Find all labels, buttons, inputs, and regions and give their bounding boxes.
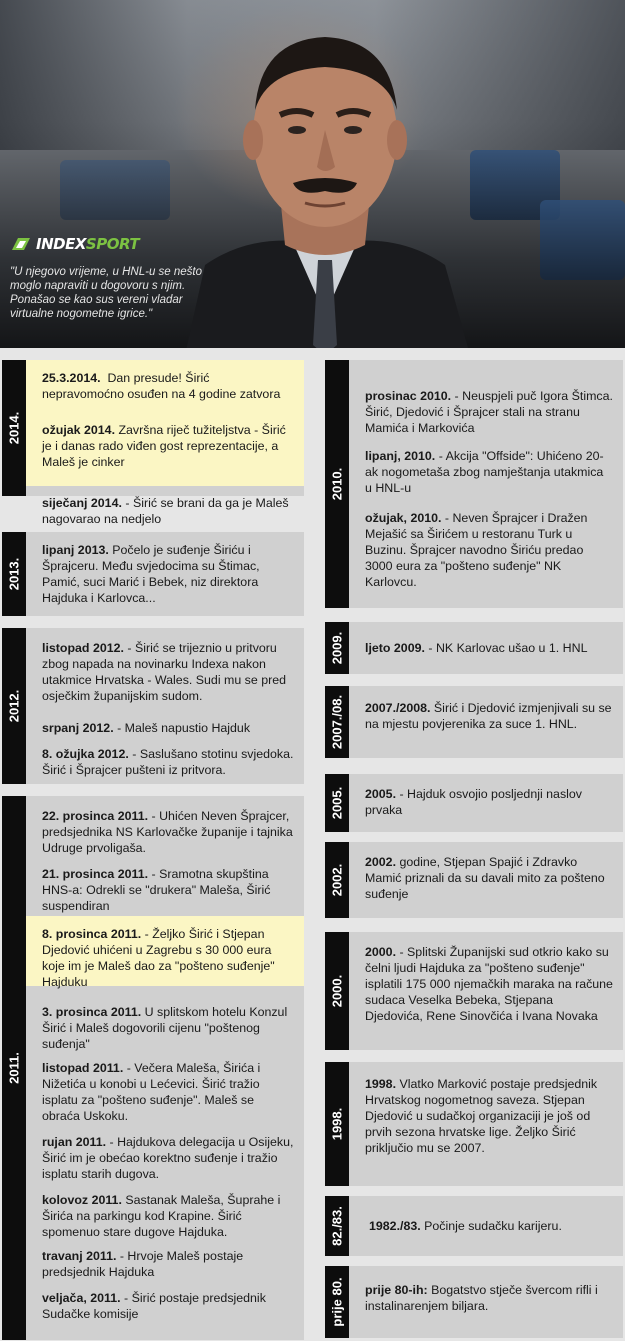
- year-section-body: [26, 532, 304, 616]
- year-label: 2011.: [6, 1052, 22, 1084]
- year-label-bar: [325, 774, 349, 832]
- entry-text: - Neuspjeli puč Igora Štimca. Širić, Djedović i Šprajcer stali na stranu Mamića i Markovića: [365, 389, 613, 435]
- year-section-2013: [2, 532, 304, 616]
- header-photo: [0, 0, 625, 348]
- year-label-bar: [325, 686, 349, 758]
- entry-text: Širić i Djedović izmjenjivali su se na mjestu povjerenika za suce 1. HNL.: [365, 701, 612, 731]
- timeline-entry: [349, 510, 623, 590]
- timeline-entry: [349, 1282, 623, 1314]
- entry-text: - Širić se trijeznio u pritvoru zbog napada na novinarku Indexa nakon utakmice Hrvatska - Wales. Sudi mu se pred osječkim županijskim sudom.: [42, 641, 286, 703]
- year-label-bar: [2, 360, 26, 496]
- year-section-2012: [2, 628, 304, 784]
- entry-text: Bogatstvo stječe švercom rifli i instalinarenjem biljara.: [365, 1283, 598, 1313]
- year-section-2007-08: [325, 686, 623, 758]
- year-section-body: [349, 1266, 623, 1338]
- entry-date: 2002.: [365, 855, 397, 869]
- year-section-body: [349, 1062, 623, 1186]
- year-label: 82./83.: [329, 1206, 345, 1246]
- logo-text: [36, 235, 139, 253]
- timeline-entry: [26, 720, 304, 736]
- entry-text: - Večera Maleša, Širića i Nižetića u konobi u Lećevici. Širić tražio isplatu za "pošteno suđenje". Maleš se obraća Uskoku.: [42, 1061, 261, 1123]
- entry-date: ožujak 2014.: [42, 423, 116, 437]
- background-seat: [540, 200, 625, 280]
- year-section-body: [349, 842, 623, 918]
- timeline-entry: [26, 746, 304, 778]
- year-label-bar: [325, 622, 349, 674]
- timeline-entry: [26, 1004, 304, 1052]
- entry-date: 25.3.2014.: [42, 371, 101, 385]
- timeline-entry: [349, 1076, 623, 1156]
- year-section-82-83: [325, 1196, 623, 1256]
- timeline-entry: [349, 388, 623, 436]
- entry-date: srpanj 2012.: [42, 721, 114, 735]
- year-label-bar: [2, 532, 26, 616]
- entry-text: - Splitski Županijski sud otkrio kako su čelni ljudi Hajduka za "pošteno suđenje" isplatili 175 000 njemačkih maraka na račune sudaca Veselka Bebeka, Stjepana Djedovića, Rene Sinovčića i Ivana Novaka: [365, 945, 613, 1023]
- entry-date: 1982./83.: [369, 1219, 421, 1233]
- timeline-entry: [349, 786, 623, 818]
- year-section-body: [349, 1196, 623, 1256]
- entry-text: Sastanak Maleša, Šuprahe i Širića na parkingu kod Krapine. Širić spomenuo stare dugove Hajduka.: [42, 1193, 281, 1239]
- timeline-entry: [26, 1290, 304, 1322]
- year-section-2000: [325, 932, 623, 1050]
- year-label: 2012.: [6, 689, 22, 723]
- year-label: 2000.: [329, 974, 345, 1008]
- logo-text-index: INDEX: [36, 235, 86, 253]
- entry-text: - Hajduk osvojio posljednji naslov prvaka: [365, 787, 582, 817]
- entry-date: 2007./2008.: [365, 701, 431, 715]
- year-section-body: [349, 686, 623, 758]
- year-section-2005: [325, 774, 623, 832]
- portrait-illustration: [175, 15, 475, 348]
- timeline-entry: [349, 448, 623, 496]
- year-label-bar: [2, 796, 26, 1340]
- year-section-body: [349, 774, 623, 832]
- year-label-bar: [325, 1062, 349, 1186]
- timeline-entry: [26, 370, 304, 402]
- entry-date: prosinac 2010.: [365, 389, 452, 403]
- entry-date: lipanj, 2010.: [365, 449, 436, 463]
- timeline-entry: [349, 854, 623, 902]
- entry-date: travanj 2011.: [42, 1249, 117, 1263]
- entry-text: - Neven Šprajcer i Dražen Mejašić sa Širićem u restoranu Turk u Buzinu. Šprajcer navodno Širiću predao 3000 eura za "pošteno suđenje" NK Karlovcu.: [365, 511, 588, 589]
- entry-text: Počinje sudačku karijeru.: [424, 1219, 562, 1233]
- year-section-body: [349, 360, 623, 608]
- entry-text: Počelo je suđenje Širiću i Šprajceru. Među svjedocima su Štimac, Pamić, suci Marić i Bebek, niz direktora Hajduka i Karlovca...: [42, 543, 260, 605]
- entry-date: listopad 2012.: [42, 641, 124, 655]
- year-label: prije 80.: [329, 1277, 345, 1327]
- timeline-entry: [349, 1218, 623, 1234]
- timeline-entry: [349, 700, 623, 732]
- year-label-bar: [325, 1266, 349, 1338]
- timeline-entry: [26, 1134, 304, 1182]
- timeline-entry: [26, 808, 304, 856]
- year-section-2011: [2, 796, 304, 1340]
- entry-date: 21. prosinca 2011.: [42, 867, 149, 881]
- entry-date: 2005.: [365, 787, 397, 801]
- year-label: 1998.: [329, 1107, 345, 1141]
- indexsport-logo: [10, 234, 139, 254]
- entry-date: ljeto 2009.: [365, 641, 425, 655]
- entry-text: - Željko Širić i Stjepan Djedović uhićeni u Zagrebu s 30 000 eura koje im je Maleš dao za "pošteno suđenje" Hajduku: [42, 927, 275, 989]
- year-label: 2002.: [329, 863, 345, 897]
- entry-date: ožujak, 2010.: [365, 511, 442, 525]
- entry-date: listopad 2011.: [42, 1061, 124, 1075]
- year-label: 2009.: [329, 631, 345, 665]
- year-label-bar: [2, 628, 26, 784]
- entry-date: siječanj 2014.: [42, 496, 122, 510]
- entry-text: - Širić postaje predsjednik Sudačke komisije: [42, 1291, 266, 1321]
- year-section-2010: [325, 360, 623, 608]
- entry-text: - Hrvoje Maleš postaje predsjednik Hajduka: [42, 1249, 244, 1279]
- year-label-bar: [325, 932, 349, 1050]
- year-label: 2007./08.: [329, 694, 345, 750]
- year-section-2009: [325, 622, 623, 674]
- year-section-body: [26, 628, 304, 784]
- timeline-entry: [26, 640, 304, 704]
- entry-date: rujan 2011.: [42, 1135, 107, 1149]
- entry-text: - Hajdukova delegacija u Osijeku, Širić im je obećao korektno suđenje i tražio isplatu starih dugova.: [42, 1135, 294, 1181]
- year-section-body: [349, 622, 623, 674]
- year-section-2002: [325, 842, 623, 918]
- timeline-entry: [26, 495, 304, 527]
- entry-text: godine, Stjepan Spajić i Zdravko Mamić priznali da su davali mito za pošteno suđenje: [365, 855, 605, 901]
- entry-date: veljača, 2011.: [42, 1291, 121, 1305]
- year-section-prije-80: [325, 1266, 623, 1338]
- entry-date: kolovoz 2011.: [42, 1193, 122, 1207]
- header-quote: "U njegovo vrijeme, u HNL-u se nešto moglo napraviti u dogovoru s njim. Ponašao se kao sus vereni vladar virtualne nogometne igrice.": [10, 266, 203, 320]
- entry-text: - Širić se brani da ga je Maleš nagovarao na nedjelo: [42, 496, 289, 526]
- entry-date: lipanj 2013.: [42, 543, 109, 557]
- year-label: 2013.: [6, 557, 22, 591]
- year-label-bar: [325, 1196, 349, 1256]
- timeline-entry: [349, 944, 623, 1024]
- entry-text: - Sramotna skupština HNS-a: Odrekli se "drukera" Maleša, Širić suspendiran: [42, 867, 271, 913]
- timeline-entry: [26, 422, 304, 470]
- entry-text: Dan presude! Širić nepravomoćno osuđen na 4 godine zatvora: [42, 371, 281, 401]
- timeline-entry-highlighted: [26, 916, 304, 989]
- logo-text-sport: SPORT: [85, 235, 140, 253]
- entry-date: 3. prosinca 2011.: [42, 1005, 142, 1019]
- entry-text: - NK Karlovac ušao u 1. HNL: [428, 641, 588, 655]
- entry-text: - Maleš napustio Hajduk: [117, 721, 251, 735]
- entry-text: - Uhićen Neven Šprajcer, predsjednika NS Karlovačke županije i tajnika Udruge prvoligaša.: [42, 809, 293, 855]
- year-section-body: [349, 932, 623, 1050]
- timeline-entry: [26, 1060, 304, 1124]
- entry-date: 2000.: [365, 945, 397, 959]
- year-label-bar: [325, 842, 349, 918]
- entry-text: U splitskom hotelu Konzul Širić i Maleš dogovorili cijenu "poštenog suđenja": [42, 1005, 288, 1051]
- timeline-entry: [26, 542, 304, 606]
- entry-text: Vlatko Marković postaje predsjednik Hrvatskog nogometnog saveza. Stjepan Djedović u sudačkoj organizaciji je još od prvih sezona hrvatske lige. Željko Širić priključio mu se 2007.: [365, 1077, 598, 1155]
- year-label: 2010.: [329, 467, 345, 501]
- entry-date: prije 80-ih:: [365, 1283, 428, 1297]
- background-seat: [60, 160, 170, 220]
- year-label: 2005.: [329, 786, 345, 820]
- timeline-entry: [26, 1192, 304, 1240]
- year-label-bar: [325, 360, 349, 608]
- timeline-entry: [26, 866, 304, 914]
- year-label: 2014.: [6, 411, 22, 445]
- entry-date: 1998.: [365, 1077, 397, 1091]
- entry-text: - Akcija "Offside": Uhićeno 20-ak nogometaša zbog namještanja utakmica u HNL-u: [365, 449, 604, 495]
- year-section-body: [26, 796, 304, 1340]
- index-logo-mark-icon: [10, 236, 32, 252]
- year-section-body: [26, 360, 304, 496]
- entry-text: Završna riječ tužiteljstva - Širić je i danas rado viđen gost reprezentacije, a Maleš je cinker: [42, 423, 286, 469]
- timeline-entry: [349, 640, 623, 656]
- year-section-1998: [325, 1062, 623, 1186]
- entry-text: - Saslušano stotinu svjedoka. Širić i Šprajcer pušteni iz pritvora.: [42, 747, 294, 777]
- year-bar-extension: [2, 486, 26, 496]
- entry-date: 8. prosinca 2011.: [42, 927, 142, 941]
- entry-date: 8. ožujka 2012.: [42, 747, 129, 761]
- year-section-2014: [2, 360, 304, 496]
- timeline-entry: [26, 1248, 304, 1280]
- entry-date: 22. prosinca 2011.: [42, 809, 149, 823]
